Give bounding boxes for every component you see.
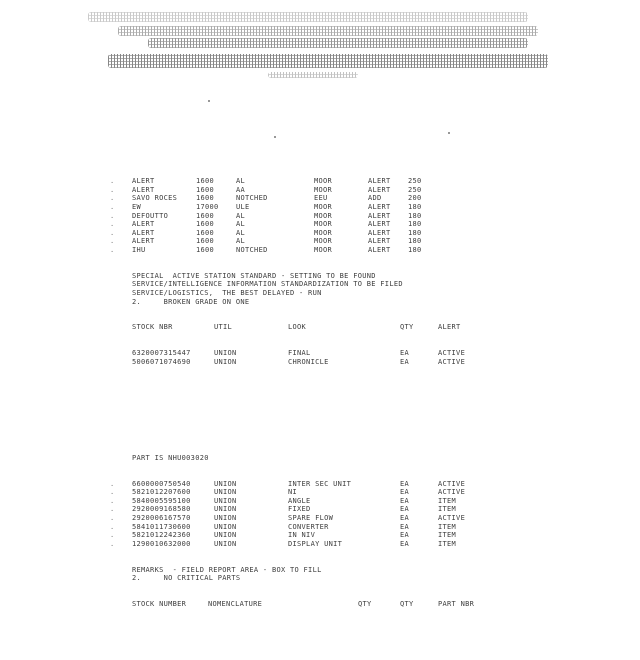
table-cell: FIXED <box>288 505 311 514</box>
table-cell: 200 <box>408 194 422 203</box>
table-cell: INTER SEC UNIT <box>288 479 352 488</box>
table-cell: ITEM <box>438 505 457 514</box>
table-cell: ALERT <box>368 185 391 194</box>
row-bullet: . <box>110 228 115 237</box>
table-cell: UNION <box>214 505 237 514</box>
special-notes <box>118 272 528 306</box>
row-bullet: . <box>110 245 115 254</box>
row-bullet: . <box>110 237 115 246</box>
note-line <box>118 566 528 575</box>
table-row <box>110 194 528 203</box>
table-cell: ACTIVE <box>438 513 466 522</box>
table-header: STOCK NBR UTIL LOOK QTY ALERT <box>132 323 461 332</box>
note-line <box>118 272 528 281</box>
table-cell: UNION <box>214 522 237 531</box>
table-cell: ACTIVE <box>438 488 466 497</box>
table-cell: ALERT <box>368 220 391 229</box>
row-bullet: . <box>110 513 115 522</box>
table-cell: 17000 <box>196 202 219 211</box>
row-bullet: . <box>110 488 115 497</box>
table-cell: 180 <box>408 202 422 211</box>
table-cell: UNION <box>214 496 237 505</box>
table-cell: ALERT <box>132 177 155 186</box>
table-cell: ITEM <box>438 522 457 531</box>
table-row <box>110 228 528 238</box>
table-cell: 250 <box>408 177 422 186</box>
table-cell: 1600 <box>196 194 215 203</box>
table-cell: 180 <box>408 237 422 246</box>
table-cell: AL <box>236 228 246 237</box>
table-cell: ALERT <box>368 237 391 246</box>
table-row <box>110 496 528 506</box>
table-cell: 1290010632000 <box>132 539 191 548</box>
row-bullet: . <box>110 202 115 211</box>
table-cell: EA <box>400 488 410 497</box>
table-cell: 2920009168580 <box>132 505 191 514</box>
table-row <box>110 220 528 229</box>
equipment-status-list <box>110 177 528 254</box>
row-bullet: . <box>110 220 115 229</box>
table-row <box>118 349 528 358</box>
table-cell: 1600 <box>196 185 215 194</box>
table-cell: 6320007315447 <box>132 349 191 358</box>
table-cell: EA <box>400 522 410 531</box>
table-cell: 2920006167570 <box>132 513 191 522</box>
table-cell: UNION <box>214 531 237 540</box>
table-cell: AL <box>236 220 246 229</box>
section-title: PART IS NHU003020 <box>132 453 209 462</box>
table-cell: ULE <box>236 202 250 211</box>
table-cell: ALERT <box>368 245 391 254</box>
table-cell: CONVERTER <box>288 522 329 531</box>
table-cell: UNION <box>214 513 237 522</box>
table-row <box>110 513 528 523</box>
table-row <box>110 245 528 255</box>
table-row <box>110 237 528 246</box>
table-cell: EA <box>400 531 410 540</box>
table-cell: EEU <box>314 194 328 203</box>
table-cell: MOOR <box>314 237 333 246</box>
table-row <box>110 522 528 532</box>
table-cell: ALERT <box>368 202 391 211</box>
table-cell: MOOR <box>314 228 333 237</box>
table-cell: ALERT <box>132 185 155 194</box>
table-cell: MOOR <box>314 177 333 186</box>
table-cell: EA <box>400 539 410 548</box>
table-cell: ACTIVE <box>438 479 466 488</box>
table-row <box>110 479 528 489</box>
table-cell: ITEM <box>438 539 457 548</box>
table-cell: UNION <box>214 488 237 497</box>
note-line <box>118 574 528 583</box>
table-row <box>110 211 528 221</box>
table-cell: 6600000750540 <box>132 479 191 488</box>
document-body <box>110 160 528 617</box>
table-cell: UNION <box>214 357 237 366</box>
row-bullet: . <box>110 177 115 186</box>
table-row <box>110 202 528 212</box>
table-cell: SAVO ROCES <box>132 194 178 203</box>
table-cell: MOOR <box>314 185 333 194</box>
parts-list <box>110 479 528 549</box>
note-text: SERVICE/INTELLIGENCE INFORMATION STANDARDIZATION TO BE FILED <box>132 280 403 289</box>
table-cell: EW <box>132 202 142 211</box>
table-cell: NOTCHED <box>236 194 268 203</box>
table-cell: 180 <box>408 245 422 254</box>
table-cell: ALERT <box>132 220 155 229</box>
table-cell: MOOR <box>314 220 333 229</box>
table-cell: UNION <box>214 479 237 488</box>
table-row <box>110 539 528 549</box>
table-cell: EA <box>400 479 410 488</box>
table-row <box>118 358 528 367</box>
table-cell: NOTCHED <box>236 245 268 254</box>
table-cell: 5006071074690 <box>132 357 191 366</box>
table-cell: MOOR <box>314 245 333 254</box>
note-text: 2. NO CRITICAL PARTS <box>132 574 241 583</box>
table-cell: IN NIV <box>288 531 316 540</box>
table-cell: ADD <box>368 194 382 203</box>
table-cell: 1600 <box>196 237 215 246</box>
table-cell: ALERT <box>368 228 391 237</box>
table-cell: 5821012242360 <box>132 531 191 540</box>
table-cell: 1600 <box>196 211 215 220</box>
table-cell: 180 <box>408 228 422 237</box>
footer-header: STOCK NUMBER NOMENCLATURE QTY QTY PART NBR <box>132 599 475 608</box>
table-cell: CHRONICLE <box>288 357 329 366</box>
table-cell: MOOR <box>314 202 333 211</box>
table-row <box>110 505 528 514</box>
row-bullet: . <box>110 505 115 514</box>
table-cell: SPARE FLOW <box>288 513 334 522</box>
table-cell: ITEM <box>438 531 457 540</box>
table-cell: NI <box>288 488 298 497</box>
table-cell: EA <box>400 505 410 514</box>
note-text: SPECIAL ACTIVE STATION STANDARD - SETTING TO BE FOUND <box>132 271 376 280</box>
table-cell: 1600 <box>196 245 215 254</box>
row-bullet: . <box>110 496 115 505</box>
parts-table <box>118 349 528 366</box>
table-row <box>110 531 528 540</box>
table-cell: AL <box>236 211 246 220</box>
table-cell: 1600 <box>196 220 215 229</box>
row-bullet: . <box>110 185 115 194</box>
table-cell: 1600 <box>196 228 215 237</box>
table-cell: ANGLE <box>288 496 311 505</box>
spacer <box>118 392 528 428</box>
row-bullet: . <box>110 211 115 220</box>
note-text: 2. BROKEN GRADE ON ONE <box>132 297 250 306</box>
note-text: REMARKS - FIELD REPORT AREA - BOX TO FILL <box>132 565 322 574</box>
row-bullet: . <box>110 194 115 203</box>
table-cell: 180 <box>408 220 422 229</box>
table-cell: ALERT <box>368 177 391 186</box>
table-cell: AL <box>236 237 246 246</box>
note-line <box>118 298 528 307</box>
table-cell: ALERT <box>368 211 391 220</box>
table-cell: DEFOUTTO <box>132 211 169 220</box>
table-cell: UNION <box>214 349 237 358</box>
table-cell: EA <box>400 357 410 366</box>
table-cell: ALERT <box>132 228 155 237</box>
table-row <box>110 488 528 497</box>
table-cell: 5840005595100 <box>132 496 191 505</box>
remarks <box>118 566 528 583</box>
table-cell: ACTIVE <box>438 349 466 358</box>
table-row <box>110 177 528 186</box>
table-cell: ITEM <box>438 496 457 505</box>
table-cell: AL <box>236 177 246 186</box>
row-bullet: . <box>110 531 115 540</box>
table-cell: UNION <box>214 539 237 548</box>
table-cell: EA <box>400 513 410 522</box>
note-text: SERVICE/LOGISTICS, THE BEST DELAYED - RUN <box>132 288 322 297</box>
table-cell: FINAL <box>288 349 311 358</box>
row-bullet: . <box>110 479 115 488</box>
table-row <box>110 185 528 195</box>
table-cell: 1600 <box>196 177 215 186</box>
table-cell: 180 <box>408 211 422 220</box>
note-line <box>118 289 528 298</box>
table-cell: ACTIVE <box>438 357 466 366</box>
table-cell: 250 <box>408 185 422 194</box>
table-cell: DISPLAY UNIT <box>288 539 343 548</box>
table-cell: MOOR <box>314 211 333 220</box>
table-cell: AA <box>236 185 246 194</box>
table-cell: ALERT <box>132 237 155 246</box>
note-line <box>118 280 528 289</box>
table-cell: 5821012207600 <box>132 488 191 497</box>
row-bullet: . <box>110 522 115 531</box>
table-cell: 5841011730600 <box>132 522 191 531</box>
faded-letterhead <box>88 8 558 78</box>
table-cell: EA <box>400 349 410 358</box>
table-cell: IHU <box>132 245 146 254</box>
row-bullet: . <box>110 539 115 548</box>
table-cell: EA <box>400 496 410 505</box>
